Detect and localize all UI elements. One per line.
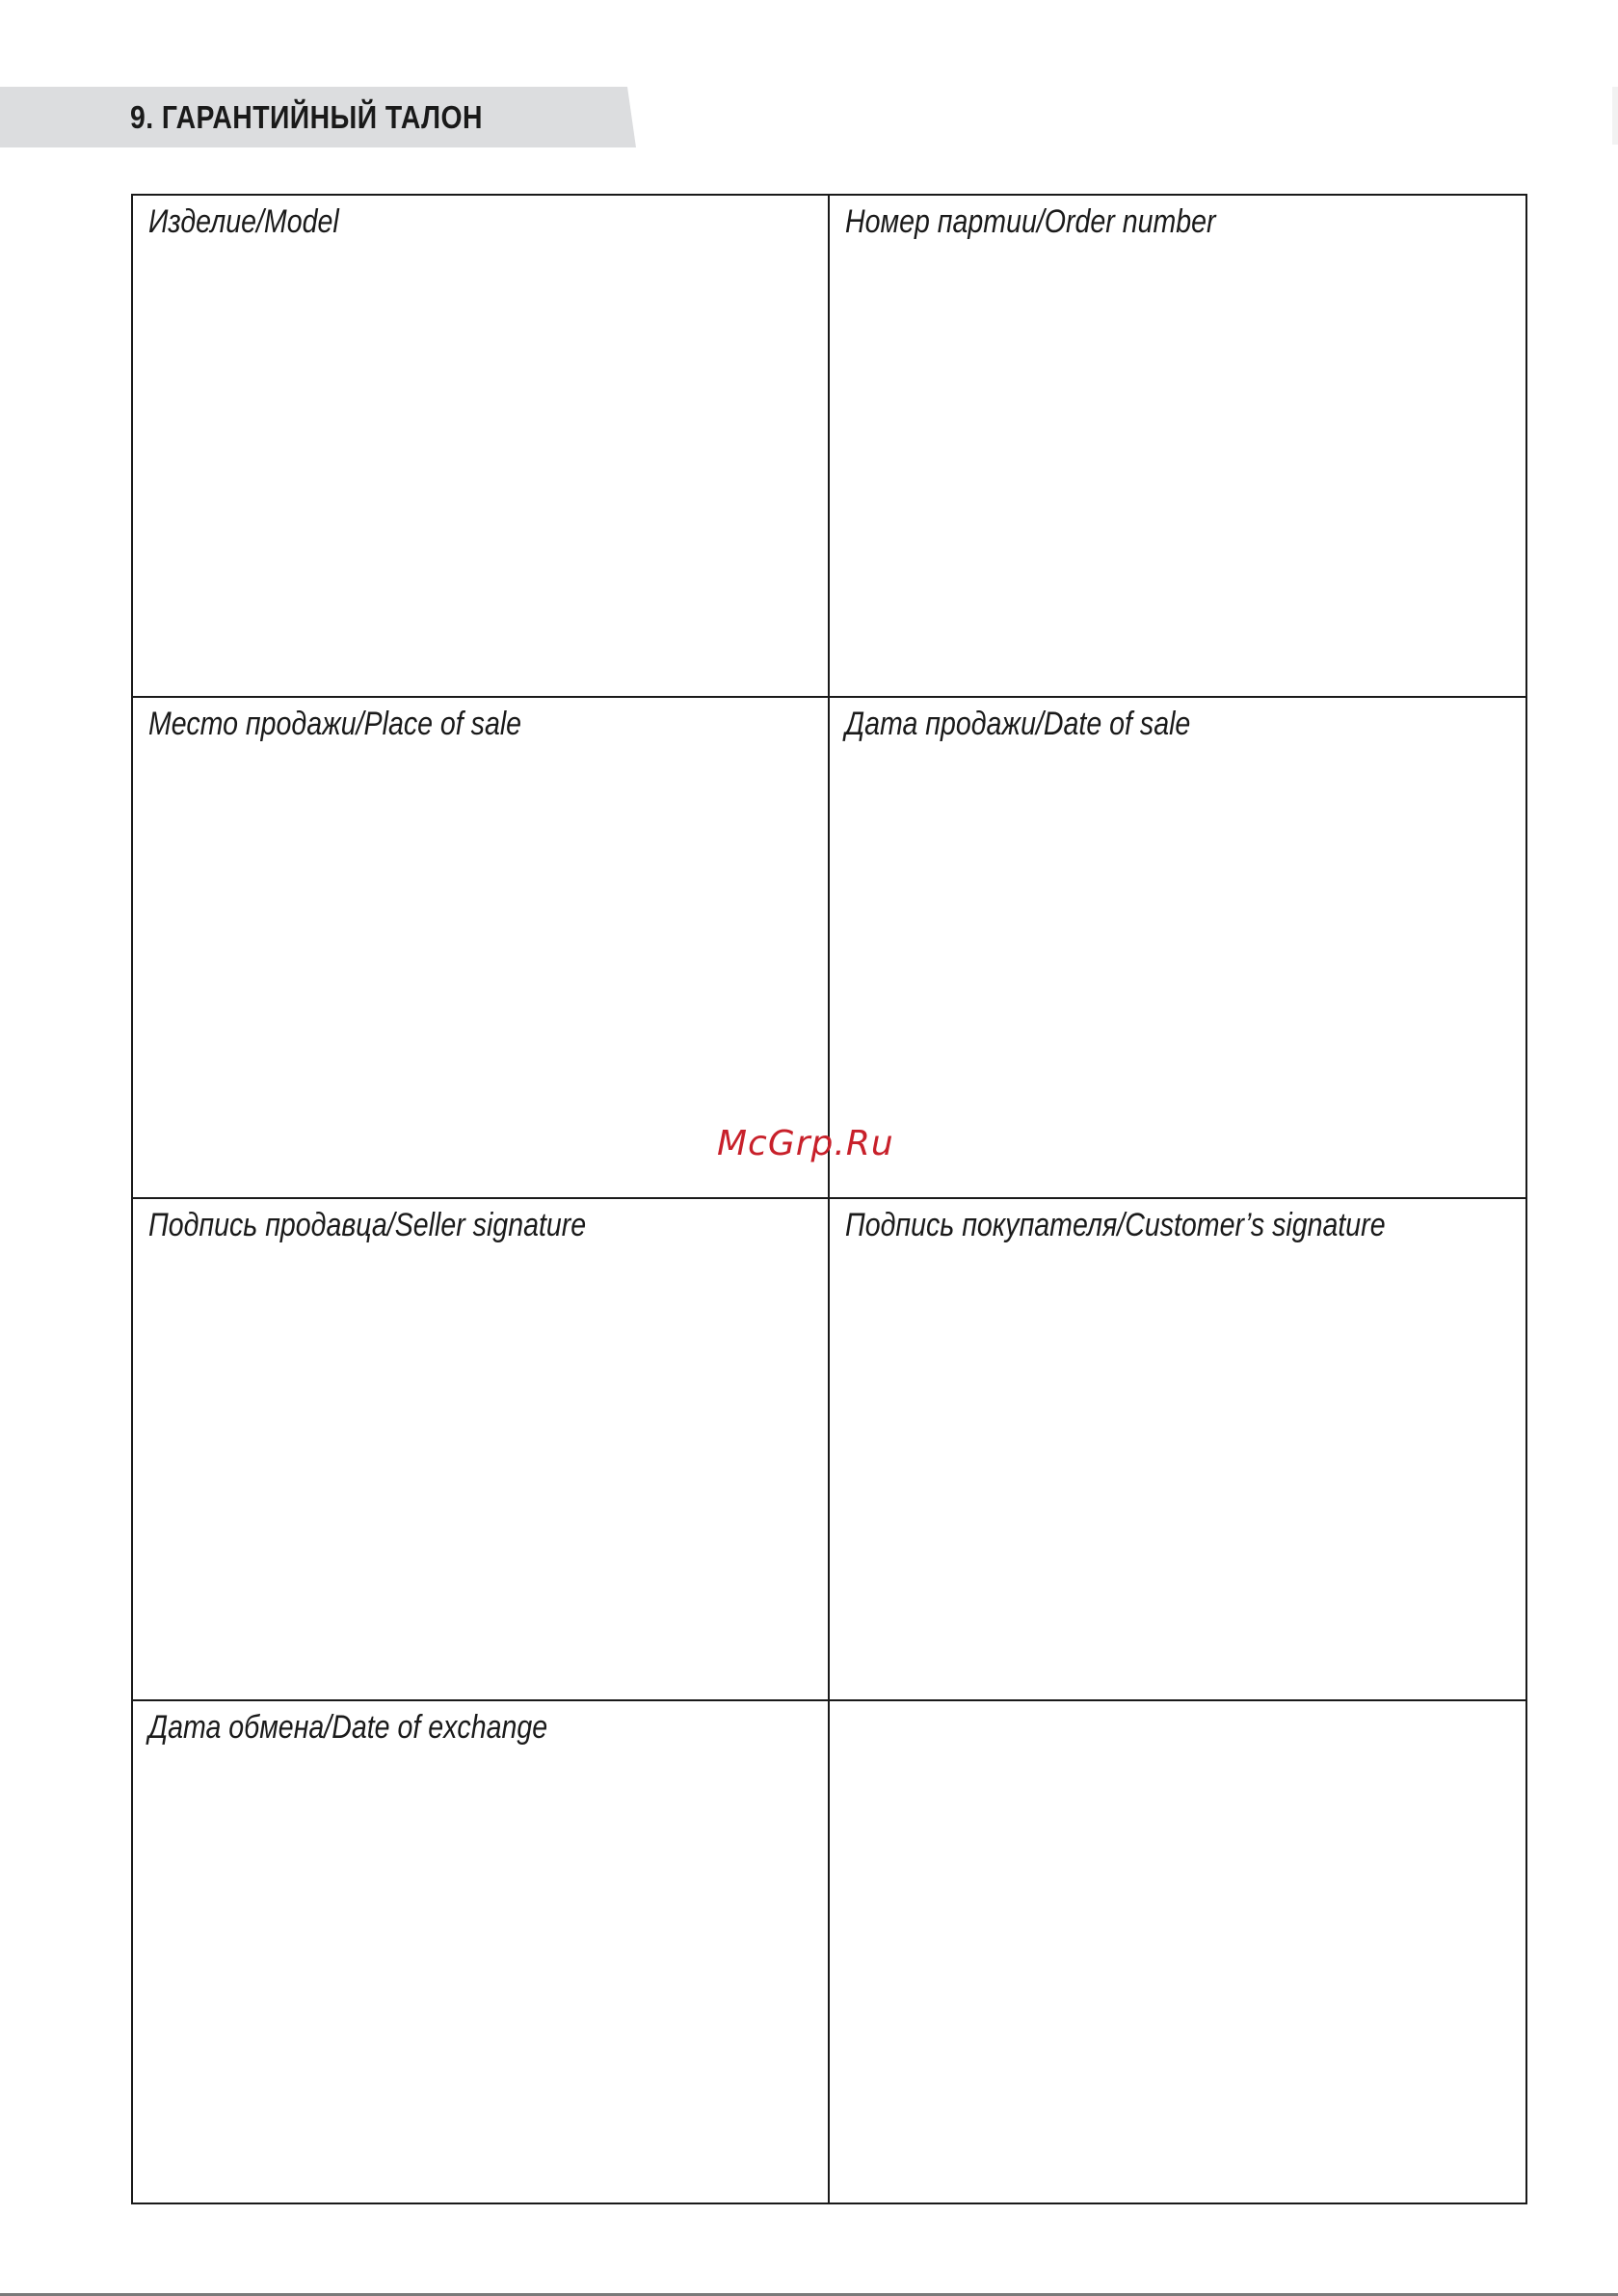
order-number-label: Номер партии/Order number [844, 203, 1216, 240]
date-of-exchange-field[interactable] [133, 1701, 830, 2203]
section-title: 9. ГАРАНТИЙНЫЙ ТАЛОН [130, 99, 483, 135]
seller-signature-label: Подпись продавца/Seller signature [148, 1207, 587, 1243]
place-of-sale-label: Место продажи/Place of sale [148, 705, 522, 742]
seller-signature-field[interactable] [133, 1199, 830, 1701]
warranty-card-grid [131, 194, 1527, 2204]
watermark-text: McGrp.Ru [717, 1124, 894, 1163]
date-of-sale-field[interactable] [830, 698, 1526, 1200]
page-edge-mark [1612, 87, 1618, 145]
date-of-exchange-label: Дата обмена/Date of exchange [148, 1708, 548, 1746]
empty-field[interactable] [830, 1701, 1526, 2203]
order-number-field[interactable] [830, 196, 1526, 698]
customer-signature-field[interactable] [830, 1199, 1526, 1701]
date-of-sale-label: Дата продажи/Date of sale [844, 705, 1190, 742]
model-label: Изделие/Model [148, 203, 339, 240]
model-field[interactable] [133, 196, 830, 698]
customer-signature-label: Подпись покупателя/Customer’s signature [844, 1207, 1386, 1243]
